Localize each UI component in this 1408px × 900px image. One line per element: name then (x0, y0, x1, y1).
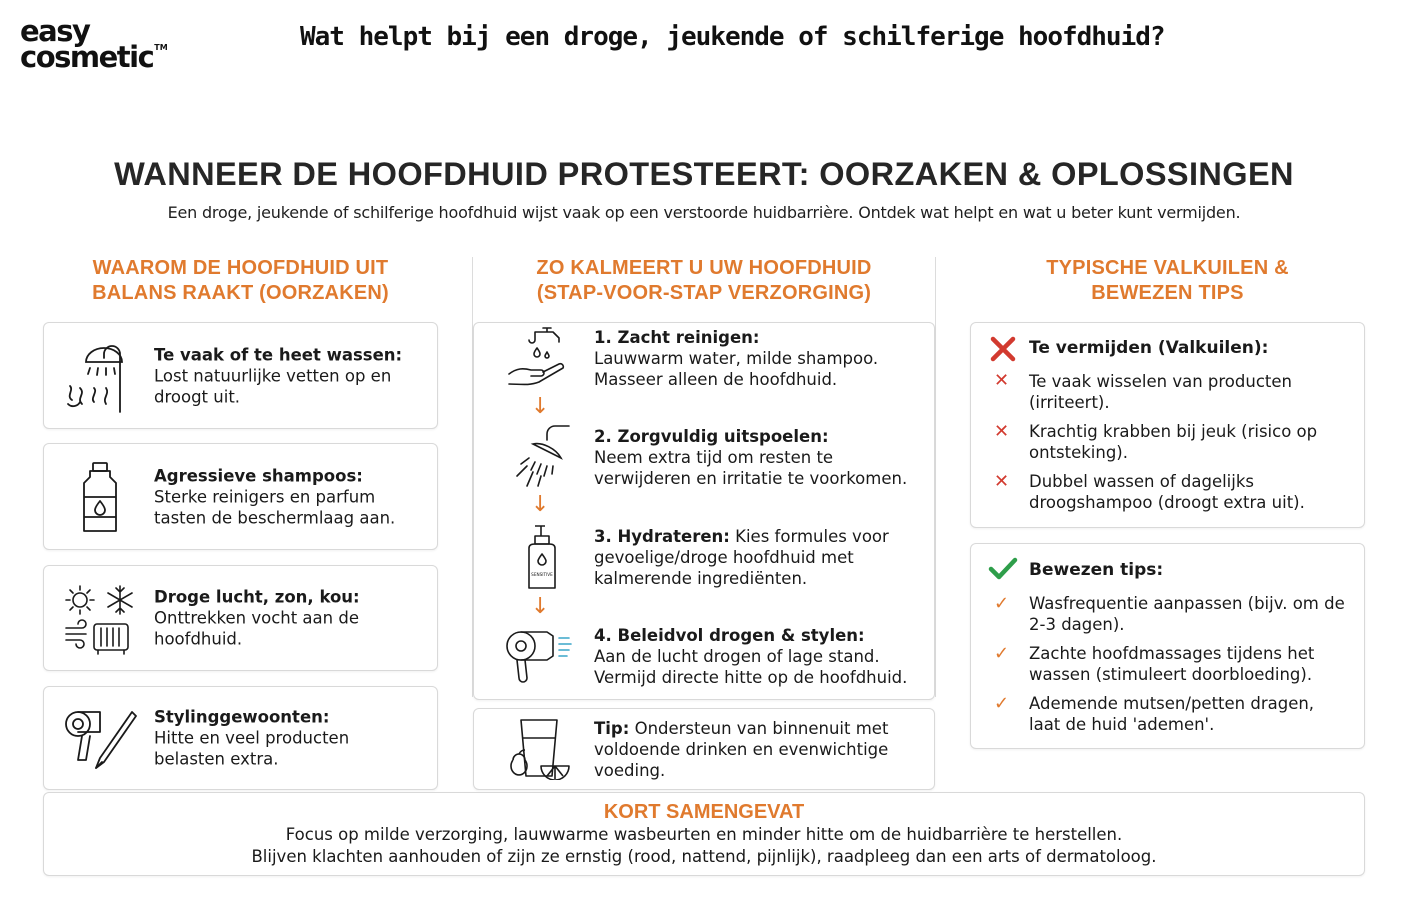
column-divider-right (935, 257, 936, 697)
pump-bottle-icon (505, 522, 573, 592)
check-icon: ✓ (994, 643, 1010, 664)
pitfalls-heading: TYPISCHE VALKUILEN & BEWEZEN TIPS (1046, 257, 1289, 304)
check-icon: ✓ (994, 593, 1010, 614)
tip-item: Ademende mutsen/petten dragen, laat de huid 'ademen'. (1029, 694, 1315, 734)
tip-item: Wasfrequentie aanpassen (bijv. om de 2-3 dagen). (1029, 594, 1345, 634)
care-heading: ZO KALMEERT U UW HOOFDHUID (STAP-VOOR-STAP VERZORGING) (536, 257, 872, 304)
faucet-hands-icon (505, 322, 573, 390)
water-glass-fruit-icon (503, 716, 575, 780)
cause-text: Stylinggewoonten: Hitte en veel producten belasten extra. (154, 707, 350, 769)
avoid-item: Dubbel wassen of dagelijks droogshampoo (droogt extra uit). (1029, 472, 1305, 512)
care-step-2: 2. Zorgvuldig uitspoelen: Neem extra tijd om resten te verwijderen en irritatie te voorkomen. (594, 427, 908, 488)
cross-icon: ✕ (994, 421, 1010, 442)
avoid-title: Te vermijden (Valkuilen): (1029, 338, 1269, 358)
intro-text: Een droge, jeukende of schilferige hoofdhuid wijst vaak op een verstoorde huidbarrière. Ontdek wat helpt en wat u beter kunt vermijden. (167, 203, 1241, 222)
cross-large-icon (990, 336, 1016, 362)
cause-card-washing (43, 322, 438, 429)
care-step-4: 4. Beleidvol drogen & stylen: Aan de lucht drogen of lage stand. Vermijd directe hitte op de hoofdhuid. (594, 626, 908, 687)
brand-line2: cosmetic™ (20, 40, 168, 75)
hair-dryer-icon (503, 624, 575, 688)
care-step-3: 3. Hydrateren: Kies formules voor gevoelige/droge hoofdhuid met kalmerende ingrediënten. (594, 527, 889, 588)
cause-text: Droge lucht, zon, kou: Onttrekken vocht aan de hoofdhuid. (154, 587, 360, 649)
weather-icon (62, 580, 138, 656)
cause-card-weather (43, 565, 438, 671)
cause-text: Te vaak of te heet wassen: Lost natuurlijke vetten op en droogt uit. (154, 345, 403, 406)
svg-text:SENSITIVE: SENSITIVE (531, 572, 553, 577)
tips-title: Bewezen tips: (1029, 560, 1164, 580)
page-question: Wat helpt bij een droge, jeukende of schilferige hoofdhuid? (300, 22, 1165, 52)
avoid-item: Te vaak wisselen van producten (irriteert). (1029, 372, 1292, 412)
arrow-down-icon: ↓ (531, 492, 550, 517)
care-step-1: 1. Zacht reinigen: Lauwwarm water, milde shampoo. Masseer alleen de hoofdhuid. (594, 328, 879, 389)
avoid-item: Krachtig krabben bij jeuk (risico op ontsteking). (1029, 422, 1318, 462)
main-title: WANNEER DE HOOFDHUID PROTESTEERT: OORZAKEN & OPLOSSINGEN (114, 156, 1294, 192)
arrow-down-icon: ↓ (531, 594, 550, 619)
brand-line1: easy (20, 14, 90, 48)
cause-text: Agressieve shampoos: Sterke reinigers en parfum tasten de beschermlaag aan. (154, 466, 396, 527)
tip-text: Tip: Ondersteun van binnenuit met voldoende drinken en evenwichtige voeding. (594, 719, 889, 780)
cause-card-styling (43, 686, 438, 790)
cause-card-shampoos (43, 443, 438, 550)
shower-head-icon (505, 422, 573, 490)
shower-icon (62, 338, 138, 414)
summary-line-1: Focus op milde verzorging, lauwwarme wasbeurten en minder hitte om de huidbarrière te herstellen. (285, 825, 1123, 844)
arrow-down-icon: ↓ (531, 394, 550, 419)
summary-title: KORT SAMENGEVAT (603, 801, 805, 823)
cross-icon: ✕ (994, 471, 1010, 492)
causes-heading: WAAROM DE HOOFDHUID UIT BALANS RAAKT (OORZAKEN) (92, 257, 389, 304)
cross-icon: ✕ (994, 370, 1010, 391)
check-icon: ✓ (994, 693, 1010, 714)
tip-item: Zachte hoofdmassages tijdens het wassen (stimuleert doorbloeding). (1029, 644, 1315, 684)
hair-tools-icon (62, 700, 138, 776)
summary-line-2: Blijven klachten aanhouden of zijn ze ernstig (rood, nattend, pijnlijk), raadpleeg dan een arts of dermatoloog. (251, 847, 1157, 866)
check-large-icon (988, 556, 1018, 582)
shampoo-bottle-icon (62, 459, 138, 535)
brand-logo (20, 14, 168, 75)
